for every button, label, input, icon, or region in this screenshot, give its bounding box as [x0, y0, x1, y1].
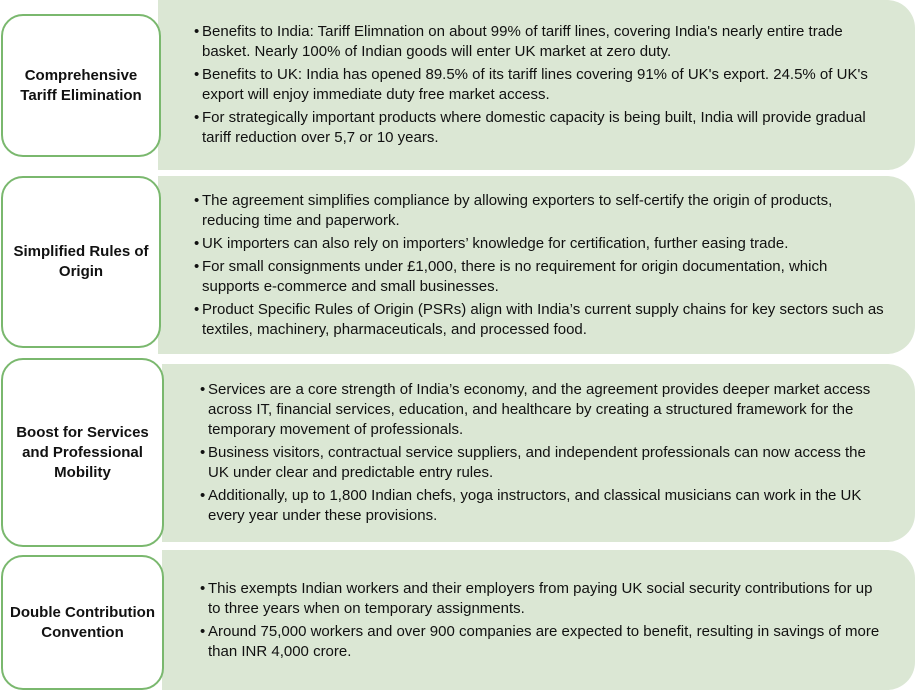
- bullet-list: [200, 380, 885, 526]
- section-label: [1, 176, 161, 348]
- bullet-item: • Business visitors, contractual service suppliers, and independent professionals can now access the UK under clear and predictable entry rules.: [200, 444, 866, 481]
- section-label: [1, 358, 164, 547]
- bullet-icon: •: [200, 487, 206, 504]
- section-title: Simplified Rules of Origin: [13, 243, 149, 280]
- bullet-item: • Product Specific Rules of Origin (PSRs) align with India’s current supply chains for key sectors such as textiles, machinery, pharmaceuticals, and processed food.: [194, 300, 884, 338]
- bullet-item: • The agreement simplifies compliance by allowing exporters to self-certify the origin of products, reducing time and paperwork.: [194, 191, 833, 229]
- bullet-item: • For small consignments under £1,000, there is no requirement for origin documentation, which supports e-commerce and small businesses.: [194, 257, 828, 295]
- bullet-item: • Benefits to UK: India has opened 89.5% of its tariff lines covering 91% of UK's export. 24.5% of UK's export will enjoy immediate duty free market access.: [194, 66, 868, 103]
- bullet-icon: •: [194, 191, 200, 209]
- bullet-item: • Around 75,000 workers and over 900 companies are expected to benefit, resulting in savings of more than INR 4,000 crore.: [200, 622, 880, 660]
- bullet-item: • Services are a core strength of India’s economy, and the agreement provides deeper market access across IT, financial services, education, and healthcare by creating a structured framework for the temporary movement of professionals.: [200, 381, 871, 438]
- bullet-icon: •: [194, 66, 200, 83]
- section-title: Comprehensive Tariff Elimination: [20, 66, 142, 104]
- section-label: [1, 14, 161, 157]
- bullet-icon: •: [200, 579, 206, 597]
- bullet-item: • For strategically important products where domestic capacity is being built, India will provide gradual tariff reduction over 5,7 or 10 years.: [194, 109, 866, 146]
- bullet-icon: •: [200, 444, 206, 461]
- section-content: [162, 364, 915, 542]
- bullet-item: • This exempts Indian workers and their employers from paying UK social security contributions for up to three years when on temporary assignments.: [200, 579, 873, 617]
- section-title: Boost for Services and Professional Mobility: [16, 423, 149, 481]
- bullet-item: • UK importers can also rely on importers’ knowledge for certification, further easing trade.: [194, 234, 789, 252]
- bullet-icon: •: [194, 257, 200, 275]
- bullet-icon: •: [200, 622, 206, 640]
- bullet-item: • Benefits to India: Tariff Elimnation on about 99% of tariff lines, covering India's nearly entire trade basket. Nearly 100% of Indian goods will enter UK market at zero duty.: [194, 23, 843, 60]
- section-label: [1, 555, 164, 690]
- bullet-list: [194, 191, 885, 340]
- bullet-list: [200, 579, 885, 662]
- section-title: Double Contribution Convention: [10, 603, 155, 641]
- bullet-icon: •: [194, 300, 200, 318]
- bullet-item: • Additionally, up to 1,800 Indian chefs, yoga instructors, and classical musicians can work in the UK every year under these provisions.: [200, 487, 862, 524]
- section-content: [158, 0, 915, 170]
- bullet-icon: •: [194, 23, 200, 40]
- bullet-list: [194, 22, 885, 148]
- bullet-icon: •: [200, 381, 206, 398]
- section-content: [158, 176, 915, 354]
- bullet-icon: •: [194, 234, 200, 252]
- section-content: [162, 550, 915, 690]
- bullet-icon: •: [194, 109, 200, 126]
